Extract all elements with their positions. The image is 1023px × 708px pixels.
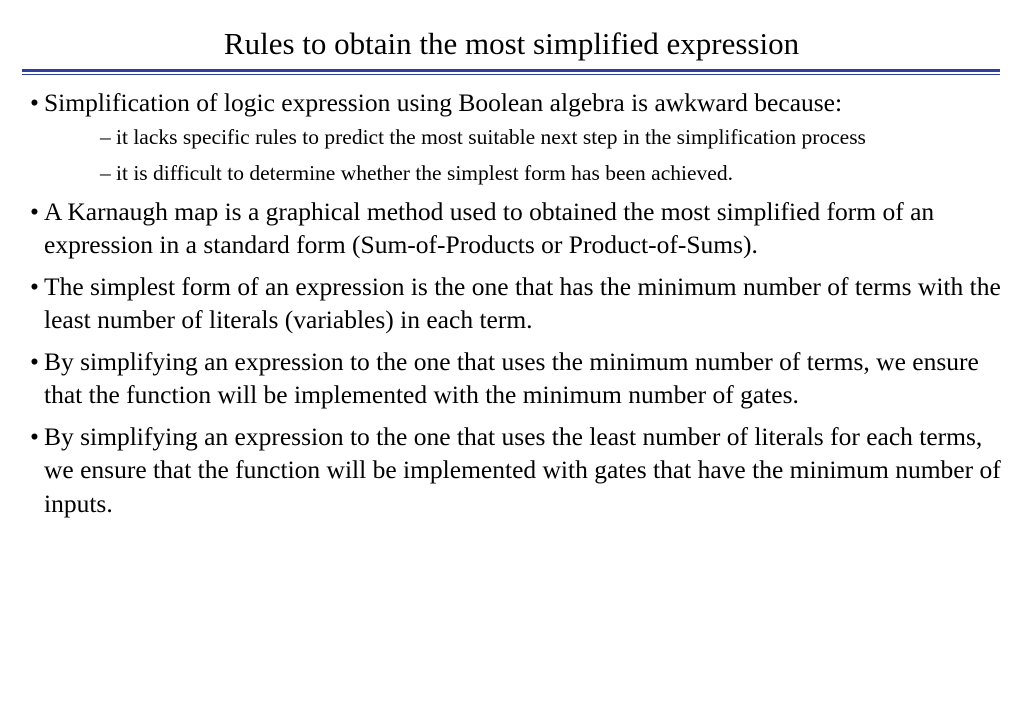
bullet-text: The simplest form of an expression is the one that has the minimum number of terms with the least number of literals (variables) in each term. (44, 271, 1001, 334)
sub-bullet-difficult-determine (44, 159, 1005, 187)
bullet-simplest-form (30, 270, 1005, 337)
sub-bullet-lacks-rules (44, 123, 1005, 151)
bullet-marker: • (30, 421, 39, 451)
bullet-minimum-terms (30, 345, 1005, 412)
slide-body (30, 86, 1005, 528)
title-divider-thick (22, 69, 1000, 72)
sub-bullet-text: it lacks specific rules to predict the most suitable next step in the simplification process (116, 124, 866, 149)
bullet-marker: • (30, 346, 39, 376)
bullet-karnaugh-map (30, 195, 1005, 262)
bullet-marker: • (30, 88, 39, 117)
title-divider-thin (22, 74, 1000, 75)
bullet-text: A Karnaugh map is a graphical method used to obtained the most simplified form of an expression in a standard form (Sum-of-Products or Product-of-Sums). (44, 196, 935, 259)
sub-bullet-list (44, 123, 1005, 187)
bullet-least-literals (30, 420, 1005, 521)
bullet-simplification-awkward (30, 86, 1005, 187)
bullet-text: By simplifying an expression to the one that uses the least number of literals for each terms, we ensure that the function will be implemented with gates that have the minimum number of inputs. (44, 421, 1001, 518)
bullet-marker: • (30, 196, 39, 226)
slide-title: Rules to obtain the most simplified expression (223, 26, 800, 61)
bullet-text: Simplification of logic expression using Boolean algebra is awkward because: (44, 88, 843, 117)
bullet-marker: • (30, 271, 39, 301)
sub-bullet-marker: – (100, 160, 111, 185)
sub-bullet-text: it is difficult to determine whether the simplest form has been achieved. (116, 160, 733, 185)
sub-bullet-marker: – (100, 124, 111, 149)
bullet-text: By simplifying an expression to the one that uses the minimum number of terms, we ensure that the function will be implemented with the minimum number of gates. (44, 346, 979, 409)
